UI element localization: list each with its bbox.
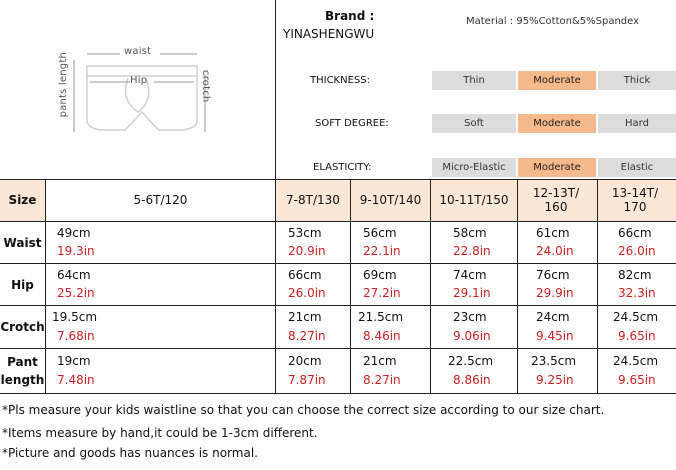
cell-in: 7.68in <box>57 329 95 343</box>
table-line <box>517 179 518 393</box>
cell-in: 29.9in <box>536 286 574 300</box>
soft-degree-moderate: Moderate <box>518 114 596 133</box>
note-measure: *Pls measure your kids waistline so that you can choose the correct size according to our size chart. <box>2 403 605 417</box>
soft-degree-hard: Hard <box>598 114 676 133</box>
cell-in: 8.27in <box>288 329 326 343</box>
thickness-thick: Thick <box>598 71 676 90</box>
cell-cm: 24.5cm <box>613 354 659 368</box>
cell-in: 9.65in <box>618 329 656 343</box>
cell-cm: 58cm <box>453 226 487 240</box>
soft-degree-label: SOFT DEGREE: <box>315 118 389 129</box>
material-text: Material : 95%Cotton&5%Spandex <box>466 16 640 27</box>
cell-cm: 21cm <box>363 354 397 368</box>
cell-cm: 74cm <box>453 268 487 282</box>
diagram-hip-label: Hip <box>130 75 148 86</box>
cell-cm: 19cm <box>57 354 91 368</box>
cell-in: 9.25in <box>536 373 574 387</box>
cell-in: 9.45in <box>536 329 574 343</box>
cell-cm: 61cm <box>536 226 570 240</box>
row-label-pant-length: Pant length <box>0 355 45 387</box>
table-line <box>597 179 598 393</box>
cell-in: 22.1in <box>363 244 401 258</box>
cell-cm: 21cm <box>288 310 322 324</box>
cell-cm: 66cm <box>288 268 322 282</box>
size-table <box>0 179 676 397</box>
cell-cm: 49cm <box>57 226 91 240</box>
cell-in: 20.9in <box>288 244 326 258</box>
diagram-waist-label: waist <box>124 46 152 57</box>
size-col-header: 7-8T/130 <box>286 193 340 207</box>
cell-cm: 24.5cm <box>613 310 659 324</box>
cell-in: 29.1in <box>453 286 491 300</box>
note-hand-measure: *Items measure by hand,it could be 1-3cm different. <box>2 426 318 440</box>
size-header: Size <box>8 193 37 207</box>
soft-degree-soft: Soft <box>432 114 516 133</box>
cell-in: 9.06in <box>453 329 491 343</box>
row-label-waist: Waist <box>3 235 42 250</box>
cell-cm: 66cm <box>618 226 652 240</box>
brand-label: Brand : <box>325 9 375 23</box>
table-line <box>0 393 676 394</box>
size-col-header: 12-13T/160 <box>532 186 580 214</box>
top-divider <box>275 0 276 180</box>
thickness-moderate: Moderate <box>518 71 596 90</box>
cell-in: 9.65in <box>618 373 656 387</box>
elasticity-micro-elastic: Micro-Elastic <box>432 158 516 177</box>
cell-cm: 24cm <box>536 310 570 324</box>
cell-in: 8.27in <box>363 373 401 387</box>
diagram-crotch-label: crotch <box>200 70 211 103</box>
cell-in: 27.2in <box>363 286 401 300</box>
size-col-header: 9-10T/140 <box>359 193 422 207</box>
cell-in: 19.3in <box>57 244 95 258</box>
cell-cm: 53cm <box>288 226 322 240</box>
top-section <box>0 0 676 180</box>
thickness-thin: Thin <box>432 71 516 90</box>
thickness-label: THICKNESS: <box>310 75 370 86</box>
cell-in: 32.3in <box>618 286 656 300</box>
row-label-crotch: Crotch <box>0 320 45 334</box>
cell-in: 7.87in <box>288 373 326 387</box>
cell-in: 8.86in <box>453 373 491 387</box>
cell-cm: 82cm <box>618 268 652 282</box>
size-col-header: 10-11T/150 <box>439 193 509 207</box>
cell-cm: 19.5cm <box>52 310 98 324</box>
cell-cm: 76cm <box>536 268 570 282</box>
cell-cm: 22.5cm <box>448 354 494 368</box>
diagram-pants-length-label: pants length <box>58 52 69 118</box>
note-nuances: *Picture and goods has nuances is normal. <box>2 446 258 460</box>
cell-cm: 64cm <box>57 268 91 282</box>
cell-cm: 56cm <box>363 226 397 240</box>
table-line <box>0 305 676 306</box>
cell-in: 8.46in <box>363 329 401 343</box>
table-line <box>0 263 676 264</box>
row-label-hip: Hip <box>11 277 34 292</box>
elasticity-label: ELASTICITY: <box>313 162 372 173</box>
brand-name: YINASHENGWU <box>283 27 375 41</box>
cell-cm: 23.5cm <box>531 354 577 368</box>
measurement-diagram <box>50 40 225 150</box>
cell-in: 7.48in <box>57 373 95 387</box>
cell-in: 26.0in <box>618 244 656 258</box>
table-line <box>0 348 676 349</box>
cell-cm: 21.5cm <box>358 310 404 324</box>
cell-cm: 20cm <box>288 354 322 368</box>
cell-in: 26.0in <box>288 286 326 300</box>
elasticity-elastic: Elastic <box>598 158 676 177</box>
table-line <box>0 221 676 222</box>
elasticity-moderate: Moderate <box>518 158 596 177</box>
cell-in: 24.0in <box>536 244 574 258</box>
cell-in: 22.8in <box>453 244 491 258</box>
cell-cm: 23cm <box>453 310 487 324</box>
size-col-header: 13-14T/170 <box>611 186 659 214</box>
cell-in: 25.2in <box>57 286 95 300</box>
size-col-header: 5-6T/120 <box>133 193 188 207</box>
cell-cm: 69cm <box>363 268 397 282</box>
